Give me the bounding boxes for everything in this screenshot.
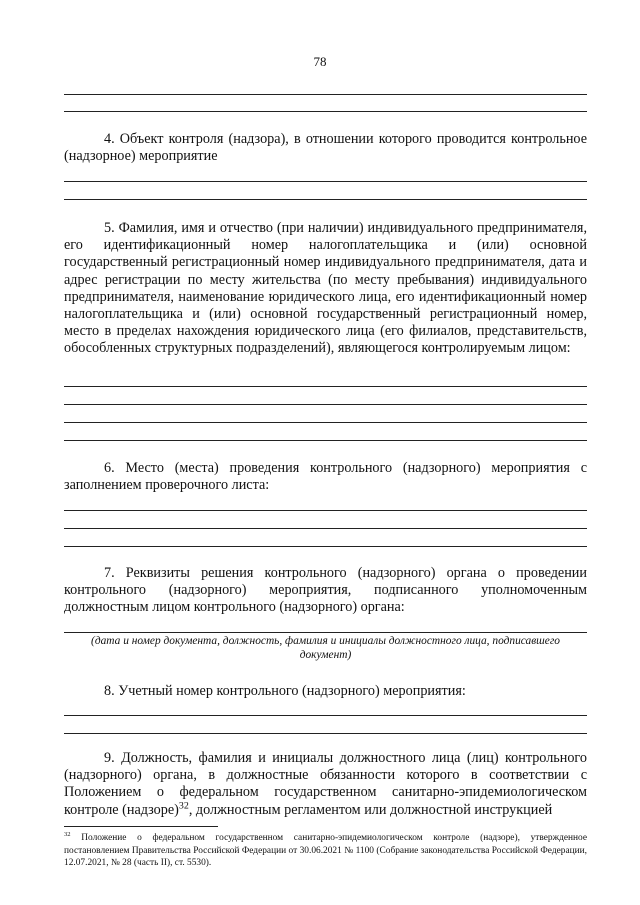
item-5-text: 5. Фамилия, имя и отчество (при наличии) индивидуального предпринимателя, его идентификационный номер налогоплательщика и (или) основной государственный регистрационный номер индивидуального предпринимателя, дата и адрес регистрации по месту жительства (по месту пребывания) индивидуального предпринимателя, наименование юридического лица, его идентификационный номер налогоплательщика и (или) основной государственный регистрационный номер, место в пределах нахождения юридического лица (его филиалов, представительств, обособленных структурных подразделений), являющегося контролируемым лицом: (64, 220, 587, 357)
item-6-text: 6. Место (места) проведения контрольного (надзорного) мероприятия с заполнением проверочного листа: (64, 460, 587, 494)
blank-line (64, 199, 587, 200)
blank-line (64, 632, 587, 633)
item-7-text: 7. Реквизиты решения контрольного (надзорного) органа о проведении контрольного (надзорного) мероприятия, подписанного уполномоченным должностным лицом контрольного (надзорного) органа: (64, 565, 587, 616)
blank-line (64, 546, 587, 547)
item-9-text: 9. Должность, фамилия и инициалы должностного лица (лиц) контрольного (надзорного) органа, в должностные обязанности которого в соответствии с Положением о федеральном государственном санитарно-эпидемиологическом контроле (надзоре)$^{32}$, должностным регламентом или должностной инструкцией (64, 750, 587, 818)
footnote-reference: 32 (178, 799, 189, 811)
blank-line (64, 404, 587, 405)
blank-line (64, 386, 587, 387)
page-number: 78 (313, 54, 327, 69)
item-7-caption: (дата и номер документа, должность, фамилия и инициалы должностного лица, подписавшего документ) (91, 635, 560, 661)
footnote-text: Положение о федеральном государственном санитарно-эпидемиологическом контроле (надзоре), утвержденное постановлением Правительства Российской Федерации от 30.06.2021 № 1100 (Собрание законодательства Российской Федерации, 12.07.2021, № 28 (часть II), ст. 5530). (64, 833, 587, 869)
blank-line (64, 440, 587, 441)
blank-line (64, 528, 587, 529)
blank-line (64, 94, 587, 95)
footnote-separator (64, 826, 218, 827)
item-4-text: 4. Объект контроля (надзора), в отношении которого проводится контрольное (надзорное) мероприятие (64, 131, 587, 165)
footnote (64, 832, 587, 870)
item-8-text: 8. Учетный номер контрольного (надзорного) мероприятия: (104, 683, 466, 699)
blank-line (64, 181, 587, 182)
blank-line (64, 510, 587, 511)
blank-line (64, 111, 587, 112)
blank-line (64, 715, 587, 716)
footnote-marker: 32 (64, 830, 71, 838)
blank-line (64, 422, 587, 423)
blank-line (64, 733, 587, 734)
